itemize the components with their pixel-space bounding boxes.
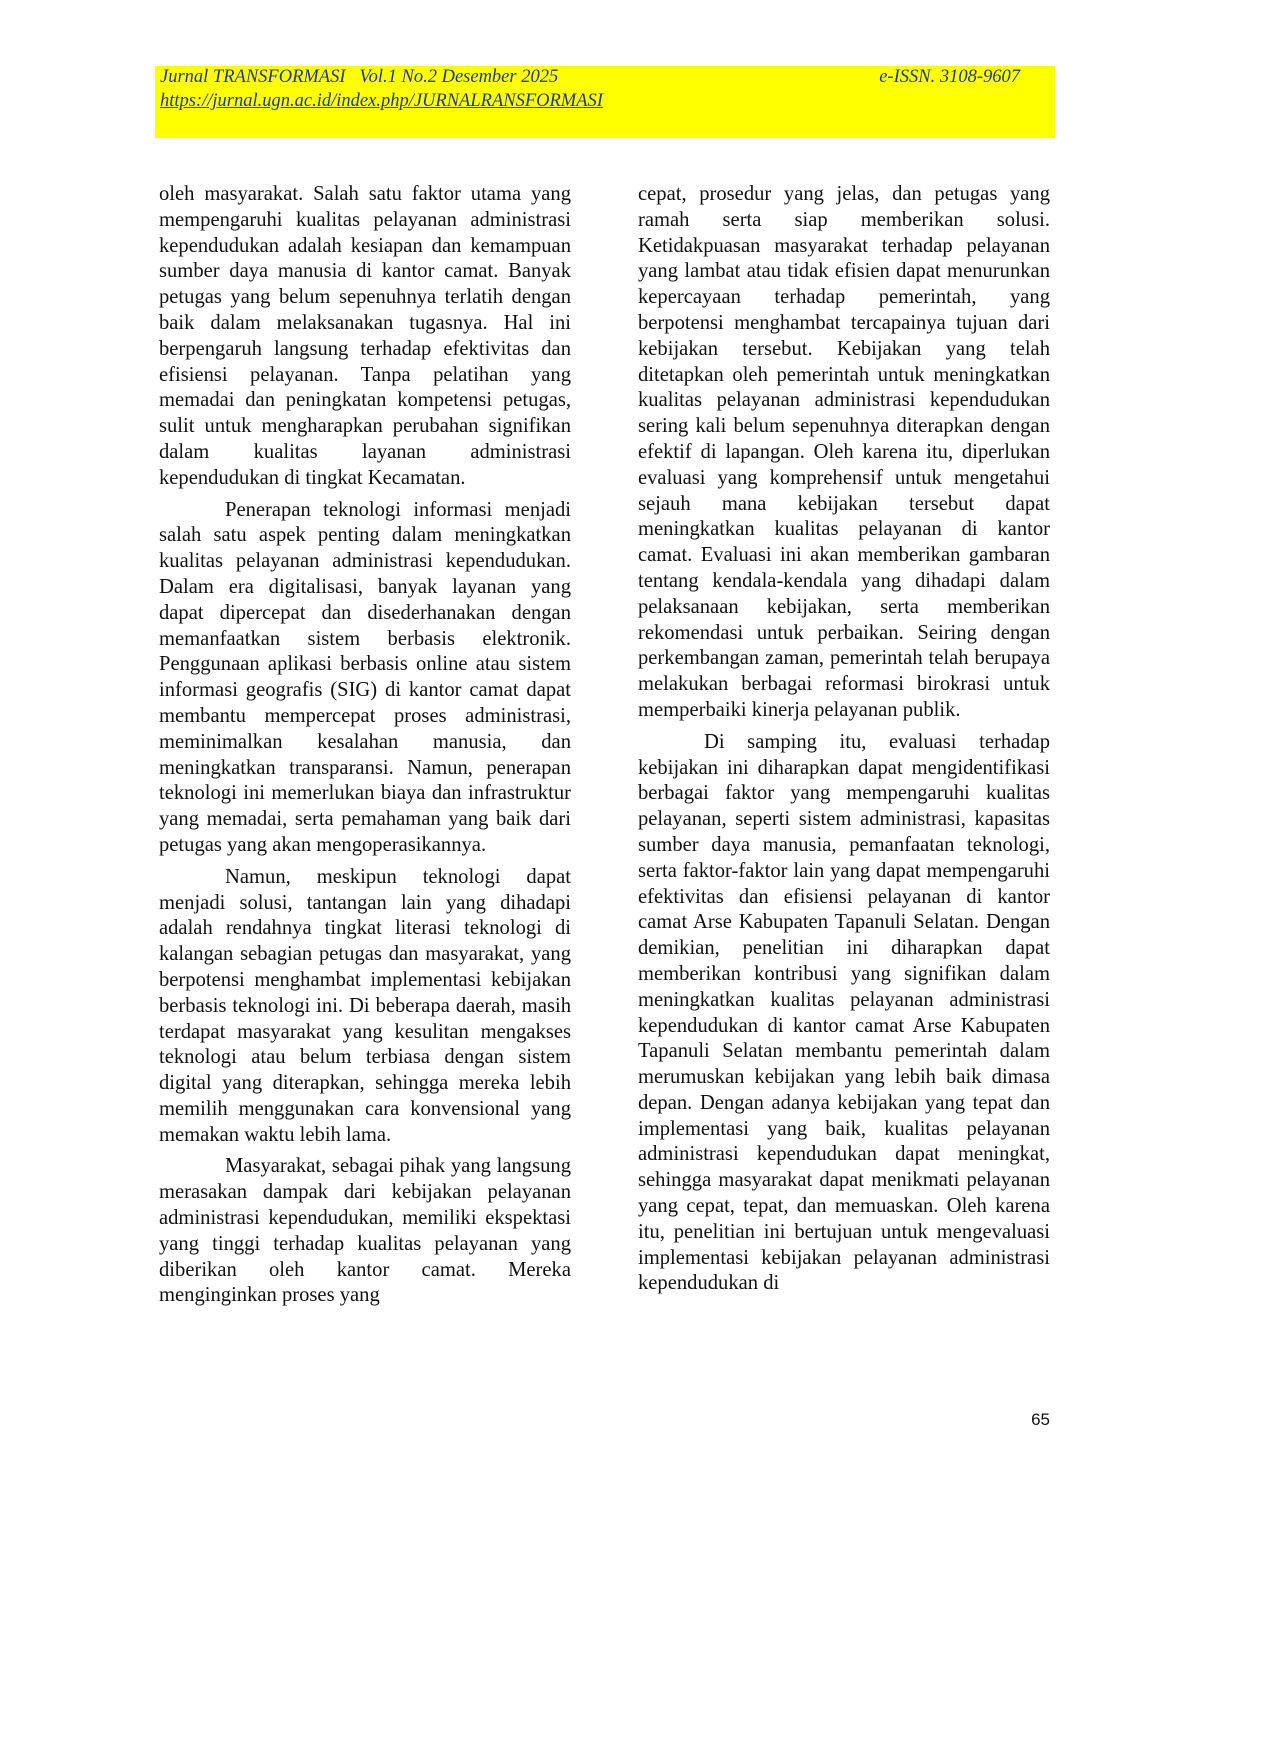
paragraph: oleh masyarakat. Salah satu faktor utama yang mempengaruhi kualitas pelayanan administrasi kependudukan adalah kesiapan dan kemampuan sumber daya manusia di kantor camat. Banyak petugas yang belum sepenuhnya terlatih dengan baik dalam melaksanakan tugasnya. Hal ini berpengaruh langsung terhadap efektivitas dan efisiensi pelayanan. Tanpa pelatihan yang memadai dan peningkatan kompetensi petugas, sulit untuk mengharapkan perubahan signifikan dalam kualitas layanan administrasi kependudukan di tingkat Kecamatan. [159, 183, 571, 489]
journal-title: Jurnal TRANSFORMASI Vol.1 No.2 Desember 2025 [160, 67, 559, 87]
left-text-column [159, 182, 571, 1309]
paragraph: cepat, prosedur yang jelas, dan petugas yang ramah serta siap memberikan solusi. Ketidakpuasan masyarakat terhadap pelayanan yang lambat atau tidak efisien dapat menurunkan kepercayaan terhadap pemerintah, yang berpotensi menghambat tercapainya tujuan dari kebijakan tersebut. Kebijakan yang telah ditetapkan oleh pemerintah untuk meningkatkan kualitas pelayanan administrasi kependudukan sering kali belum sepenuhnya diterapkan dengan efektif di lapangan. Oleh karena itu, diperlukan evaluasi yang komprehensif untuk mengetahui sejauh mana kebijakan tersebut dapat meningkatkan kualitas pelayanan di kantor camat. Evaluasi ini akan memberikan gambaran tentang kendala-kendala yang dihadapi dalam pelaksanaan kebijakan, serta memberikan rekomendasi untuk perbaikan. Seiring dengan perkembangan zaman, pemerintah telah berupaya melakukan berbagai reformasi birokrasi untuk memperbaiki kinerja pelayanan publik. [638, 183, 1050, 721]
paragraph: Penerapan teknologi informasi menjadi salah satu aspek penting dalam meningkatkan kualitas pelayanan administrasi kependudukan. Dalam era digitalisasi, banyak layanan yang dapat dipercepat dan disederhanakan dengan memanfaatkan sistem berbasis elektronik. Penggunaan aplikasi berbasis online atau sistem informasi geografis (SIG) di kantor camat dapat membantu mempercepat proses administrasi, meminimalkan kesalahan manusia, dan meningkatkan transparansi. Namun, penerapan teknologi ini memerlukan biaya dan infrastruktur yang memadai, serta pemahaman yang baik dari petugas yang akan mengoperasikannya. [159, 498, 571, 856]
paragraph: Namun, meskipun teknologi dapat menjadi solusi, tantangan lain yang dihadapi adalah rendahnya tingkat literasi teknologi di kalangan sebagian petugas dan masyarakat, yang berpotensi menghambat implementasi kebijakan berbasis teknologi ini. Di beberapa daerah, masih terdapat masyarakat yang kesulitan mengakses teknologi atau belum terbiasa dengan sistem digital yang diterapkan, sehingga mereka lebih memilih menggunakan cara konvensional yang memakan waktu lebih lama. [159, 865, 571, 1146]
page-number: 65 [1031, 1410, 1050, 1429]
journal-issn: e-ISSN. 3108-9607 [879, 67, 1020, 87]
right-text-column [638, 182, 1050, 1297]
journal-url-link[interactable]: https://jurnal.ugn.ac.id/index.php/JURNALRANSFORMASI [160, 91, 603, 111]
paragraph: Masyarakat, sebagai pihak yang langsung merasakan dampak dari kebijakan pelayanan administrasi kependudukan, memiliki ekspektasi yang tinggi terhadap kualitas pelayanan yang diberikan oleh kantor camat. Mereka menginginkan proses yang [159, 1155, 571, 1307]
paragraph: Di samping itu, evaluasi terhadap kebijakan ini diharapkan dapat mengidentifikasi berbagai faktor yang mempengaruhi kualitas pelayanan, seperti sistem administrasi, kapasitas sumber daya manusia, pemanfaatan teknologi, serta faktor-faktor lain yang dapat mempengaruhi efektivitas dan efisiensi pelayanan di kantor camat Arse Kabupaten Tapanuli Selatan. Dengan demikian, penelitian ini diharapkan dapat memberikan kontribusi yang signifikan dalam meningkatkan kualitas pelayanan administrasi kependudukan di kantor camat Arse Kabupaten Tapanuli Selatan membantu pemerintah dalam merumuskan kebijakan yang lebih baik dimasa depan. Dengan adanya kebijakan yang tepat dan implementasi yang baik, kualitas pelayanan administrasi kependudukan dapat meningkat, sehingga masyarakat dapat menikmati pelayanan yang cepat, tepat, dan memuaskan. Oleh karena itu, penelitian ini bertujuan untuk mengevaluasi implementasi kebijakan pelayanan administrasi kependudukan di [638, 730, 1050, 1295]
